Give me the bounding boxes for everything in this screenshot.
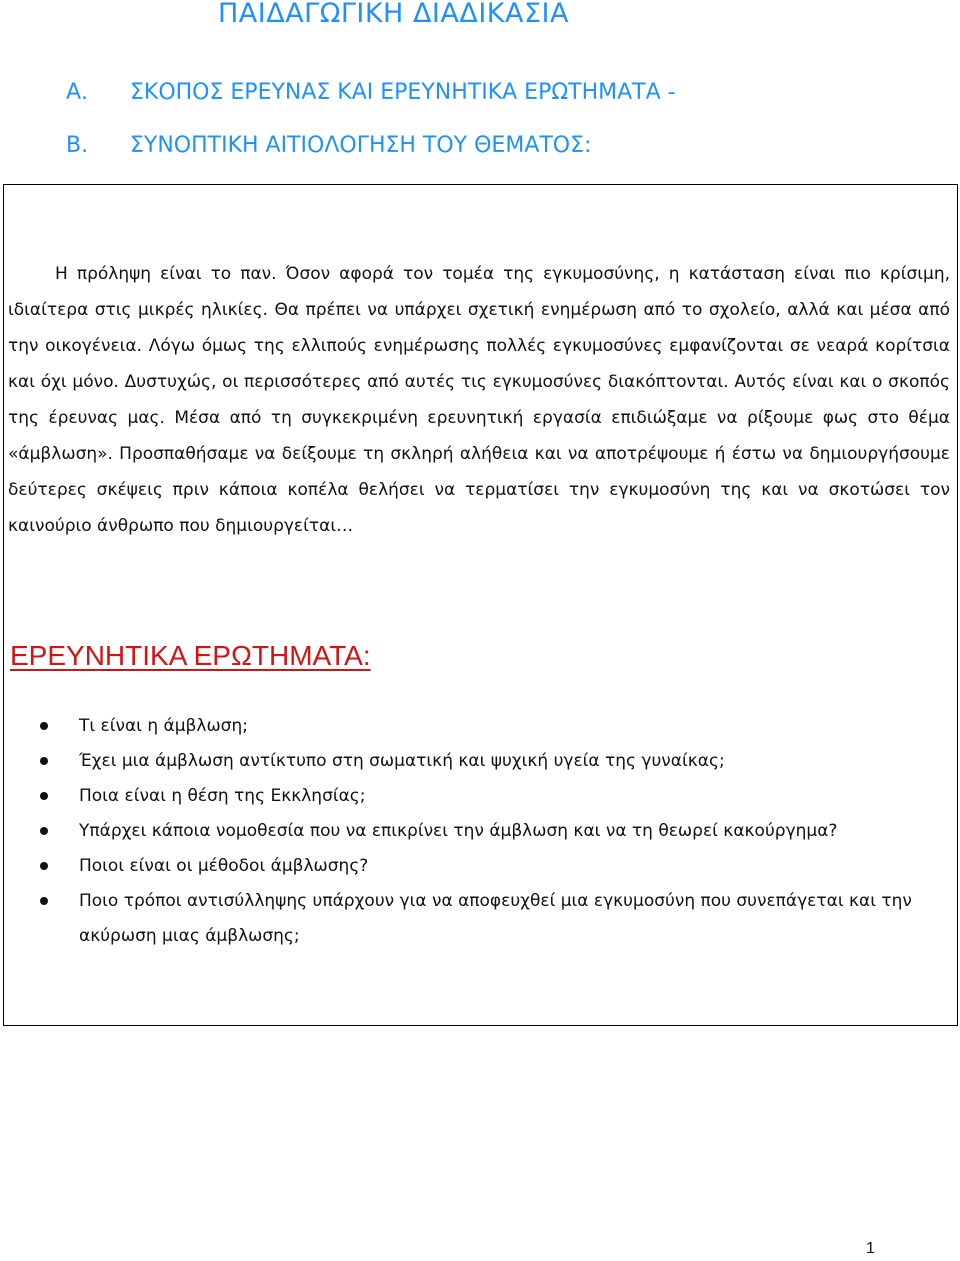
section-a-label: Α. (66, 80, 89, 105)
questions-list (40, 709, 920, 954)
document-title: ΠΑΙΔΑΓΩΓΙΚΗ ΔΙΑΔΙΚΑΣΙΑ (218, 0, 569, 29)
list-item (40, 814, 920, 849)
list-item (40, 744, 920, 779)
list-item (40, 779, 920, 814)
list-item (40, 849, 920, 884)
bullet-icon (40, 722, 48, 730)
question-text: Ποιο τρόποι αντισύλληψης υπάρχουν για να αποφευχθεί μια εγκυμοσύνη που συνεπάγεται και την ακύρωση μιας άμβλωσης; (79, 891, 912, 946)
list-item (40, 709, 920, 744)
question-text: Τι είναι η άμβλωση; (79, 716, 248, 736)
section-b-text: ΣΥΝΟΠΤΙΚΗ ΑΙΤΙΟΛΟΓΗΣΗ ΤΟΥ ΘΕΜΑΤΟΣ: (130, 133, 592, 158)
question-text: Έχει μια άμβλωση αντίκτυπο στη σωματική και ψυχική υγεία της γυναίκας; (79, 751, 725, 771)
page-number: 1 (866, 1240, 875, 1257)
section-b-heading (66, 133, 591, 158)
section-a-heading (66, 80, 676, 105)
section-a-text: ΣΚΟΠΟΣ ΕΡΕΥΝΑΣ ΚΑΙ ΕΡΕΥΝΗΤΙΚΑ ΕΡΩΤΗΜΑΤΑ - (130, 80, 676, 105)
bullet-icon (40, 792, 48, 800)
questions-title: ΕΡΕΥΝΗΤΙΚΑ ΕΡΩΤΗΜΑΤΑ: (10, 640, 371, 671)
list-item (40, 884, 920, 954)
section-b-label: Β. (66, 133, 89, 158)
bullet-icon (40, 827, 48, 835)
bullet-icon (40, 862, 48, 870)
question-text: Ποια είναι η θέση της Εκκλησίας; (79, 786, 366, 806)
bullet-icon (40, 757, 48, 765)
rationale-paragraph: Η πρόληψη είναι το παν. Όσον αφορά τον τομέα της εγκυμοσύνης, η κατάσταση είναι πιο κρίσιμη, ιδιαίτερα στις μικρές ηλικίες. Θα πρέπει να υπάρχει σχετική ενημέρωση από το σχολείο, αλλά και μέσα από την οικογένεια. Λόγω όμως της ελλιπούς ενημέρωσης πολλές εγκυμοσύνες εμφανίζονται σε νεαρά κορίτσια και όχι μόνο. Δυστυχώς, οι περισσότερες από αυτές τις εγκυμοσύνες διακόπτονται. Αυτός είναι και ο σκοπός της έρευνας μας. Μέσα από τη συγκεκριμένη ερευνητική εργασία επιδιώξαμε να ρίξουμε φως στο θέμα «άμβλωση». Προσπαθήσαμε να δείξουμε τη σκληρή αλήθεια και να αποτρέψουμε ή έστω να δημιουργήσουμε δεύτερες σκέψεις πριν κάποια κοπέλα θελήσει να τερματίσει την εγκυμοσύνη της και να σκοτώσει τον καινούριο άνθρωπο που δημιουργείται… (8, 264, 950, 536)
question-text: Ποιοι είναι οι μέθοδοι άμβλωσης? (79, 856, 369, 876)
bullet-icon (40, 897, 48, 905)
question-text: Υπάρχει κάποια νομοθεσία που να επικρίνει την άμβλωση και να τη θεωρεί κακούργημα? (79, 821, 838, 841)
